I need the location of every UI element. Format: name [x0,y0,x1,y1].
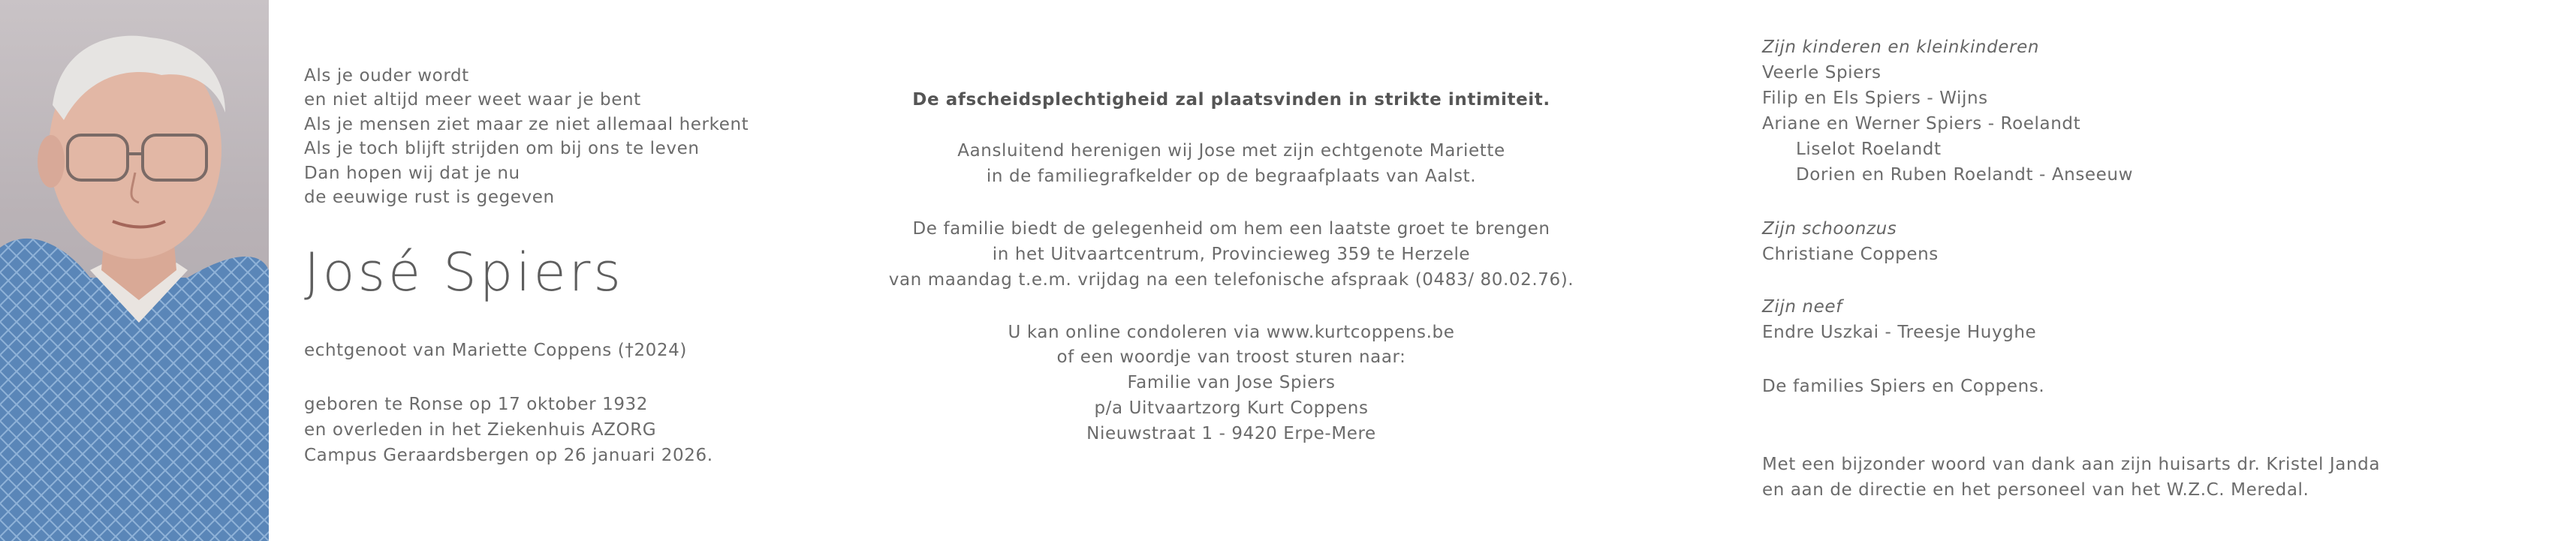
condolence-line: p/a Uitvaartzorg Kurt Coppens [1094,398,1369,418]
family-member: Filip en Els Spiers - Wijns [1762,89,1988,108]
visit-line: van maandag t.e.m. vrijdag na een telefonische afspraak (0483/ 80.02.76). [888,270,1574,290]
condolence-line: Nieuwstraat 1 - 9420 Erpe-Mere [1086,424,1376,443]
grandchild: Liselot Roelandt [1796,140,1942,159]
poem-line: Als je mensen ziet maar ze niet allemaal herkent [304,115,749,134]
grandchild: Dorien en Ruben Roelandt - Anseeuw [1796,165,2134,185]
dates-line: en overleden in het Ziekenhuis AZORG [304,420,657,440]
portrait-photo [0,0,269,541]
thanks-line: Met een bijzonder woord van dank aan zijn huisarts dr. Kristel Janda [1762,455,2381,474]
nephew-heading: Zijn neef [1762,297,1842,317]
family-member: Christiane Coppens [1762,245,1939,264]
portrait-illustration [0,0,269,541]
poem-line: Als je toch blijft strijden om bij ons te leven [304,139,700,158]
families-line: De families Spiers en Coppens. [1762,377,2045,396]
poem-line: de eeuwige rust is gegeven [304,188,555,207]
poem-line: Dan hopen wij dat je nu [304,164,520,183]
deceased-name: José Spiers [304,242,624,303]
inlaw-heading: Zijn schoonzus [1762,219,1897,239]
spouse-line: echtgenoot van Mariette Coppens (†2024) [304,341,687,360]
dates-line: geboren te Ronse op 17 oktober 1932 [304,395,649,414]
family-member: Veerle Spiers [1762,63,1882,83]
condolence-line: U kan online condoleren via www.kurtcoppens.be [1008,323,1455,342]
poem-line: Als je ouder wordt [304,66,469,86]
condolence-line: Familie van Jose Spiers [1127,373,1336,392]
dates-line: Campus Geraardsbergen op 26 januari 2026. [304,446,713,465]
children-heading: Zijn kinderen en kleinkinderen [1762,38,2040,57]
condolence-line: of een woordje van troost sturen naar: [1056,347,1406,367]
family-member: Endre Uszkai - Treesje Huyghe [1762,323,2037,342]
burial-line: Aansluitend herenigen wij Jose met zijn echtgenote Mariette [957,141,1505,161]
family-member: Ariane en Werner Spiers - Roelandt [1762,114,2081,134]
ceremony-heading: De afscheidsplechtigheid zal plaatsvinden in strikte intimiteit. [912,90,1550,110]
visit-line: De familie biedt de gelegenheid om hem een laatste groet te brengen [912,219,1550,239]
burial-line: in de familiegrafkelder op de begraafplaats van Aalst. [986,167,1477,186]
thanks-line: en aan de directie en het personeel van het W.Z.C. Meredal. [1762,480,2309,500]
visit-line: in het Uitvaartcentrum, Provincieweg 359 te Herzele [992,245,1471,264]
poem-line: en niet altijd meer weet waar je bent [304,90,641,110]
